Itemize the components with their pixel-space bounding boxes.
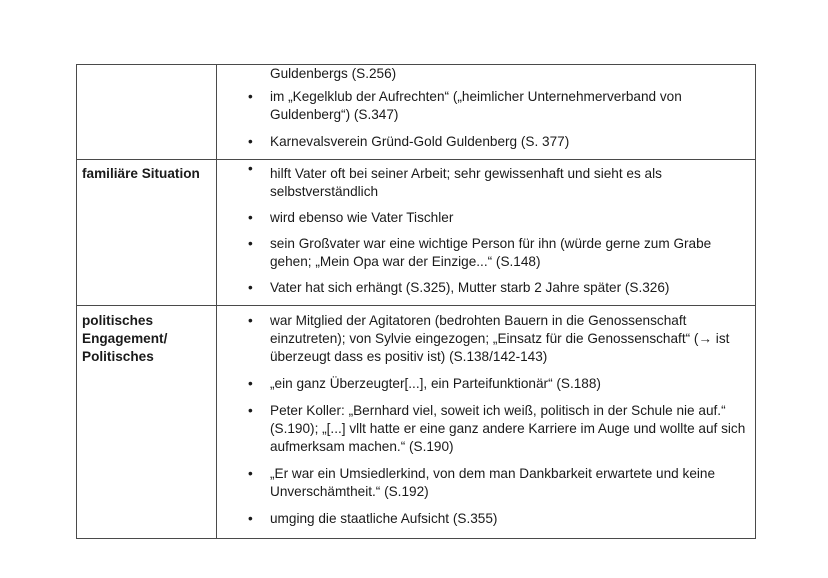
row-label: familiäre Situation bbox=[77, 160, 217, 306]
list-item-text: sein Großvater war eine wichtige Person für ihn (würde gerne zum Grabe gehen; „Mein Opa war der Einzige...“ (S.148) bbox=[270, 236, 712, 269]
row-content bbox=[217, 306, 756, 539]
row-label: politisches Engagement/ Politisches bbox=[77, 306, 217, 539]
list-item-text: wird ebenso wie Vater Tischler bbox=[270, 210, 454, 225]
bullet-list bbox=[217, 306, 749, 538]
list-item-text: war Mitglied der Agitatoren (bedrohten Bauern in die Genossenschaft einzutreten); von Sylvie eingezogen; „Einsatz für die Genossenschaft“ (→ ist überzeugt dass es positiv ist) (S.138/142-143) bbox=[270, 313, 730, 364]
table-row bbox=[77, 306, 756, 539]
bullet-icon: • bbox=[248, 89, 253, 104]
list-item-text: Peter Koller: „Bernhard viel, soweit ich weiß, politisch in der Schule nie auf.“ (S.190); „[...] vllt hatte er eine ganz andere Karriere im Auge und wollte auf sich aufmerksam machen.“ (S.190) bbox=[270, 403, 746, 454]
row-content bbox=[217, 65, 756, 160]
bullet-icon: • bbox=[248, 403, 253, 418]
list-item-text: Guldenbergs (S.256) bbox=[270, 66, 397, 81]
list-item-text: im „Kegelklub der Aufrechten“ („heimlicher Unternehmerverband von Guldenberg“) (S.347) bbox=[270, 89, 682, 122]
list-item bbox=[217, 88, 749, 133]
list-item bbox=[217, 235, 749, 279]
list-item bbox=[217, 160, 749, 209]
list-item bbox=[217, 465, 749, 510]
bullet-icon: • bbox=[248, 161, 253, 176]
list-item bbox=[217, 209, 749, 235]
list-item bbox=[217, 402, 749, 465]
list-item bbox=[217, 279, 749, 305]
bullet-icon: • bbox=[248, 511, 253, 526]
notes-table bbox=[76, 64, 756, 539]
bullet-list bbox=[217, 65, 749, 159]
bullet-icon: • bbox=[248, 210, 253, 225]
row-content bbox=[217, 160, 756, 306]
table-row bbox=[77, 160, 756, 306]
bullet-icon: • bbox=[248, 236, 253, 251]
list-item-text: umging die staatliche Aufsicht (S.355) bbox=[270, 511, 498, 526]
bullet-list bbox=[217, 160, 749, 305]
bullet-icon: • bbox=[248, 313, 253, 328]
bullet-icon: • bbox=[248, 280, 253, 295]
list-item-text: hilft Vater oft bei seiner Arbeit; sehr gewissenhaft und sieht es als selbstverständlich bbox=[270, 166, 662, 199]
table-row bbox=[77, 65, 756, 160]
list-item bbox=[217, 510, 749, 538]
bullet-icon: • bbox=[248, 376, 253, 391]
list-item-text: Vater hat sich erhängt (S.325), Mutter starb 2 Jahre später (S.326) bbox=[270, 280, 670, 295]
list-item-continuation bbox=[217, 65, 749, 88]
row-label bbox=[77, 65, 217, 160]
list-item-text: Karnevalsverein Gründ-Gold Guldenberg (S. 377) bbox=[270, 134, 570, 149]
list-item bbox=[217, 375, 749, 402]
list-item-text: „Er war ein Umsiedlerkind, von dem man Dankbarkeit erwartete und keine Unverschämtheit.“ (S.192) bbox=[270, 466, 716, 499]
bullet-icon: • bbox=[248, 134, 253, 149]
bullet-icon: • bbox=[248, 466, 253, 481]
list-item-text: „ein ganz Überzeugter[...], ein Parteifunktionär“ (S.188) bbox=[270, 376, 601, 391]
list-item bbox=[217, 133, 749, 159]
list-item bbox=[217, 306, 749, 375]
